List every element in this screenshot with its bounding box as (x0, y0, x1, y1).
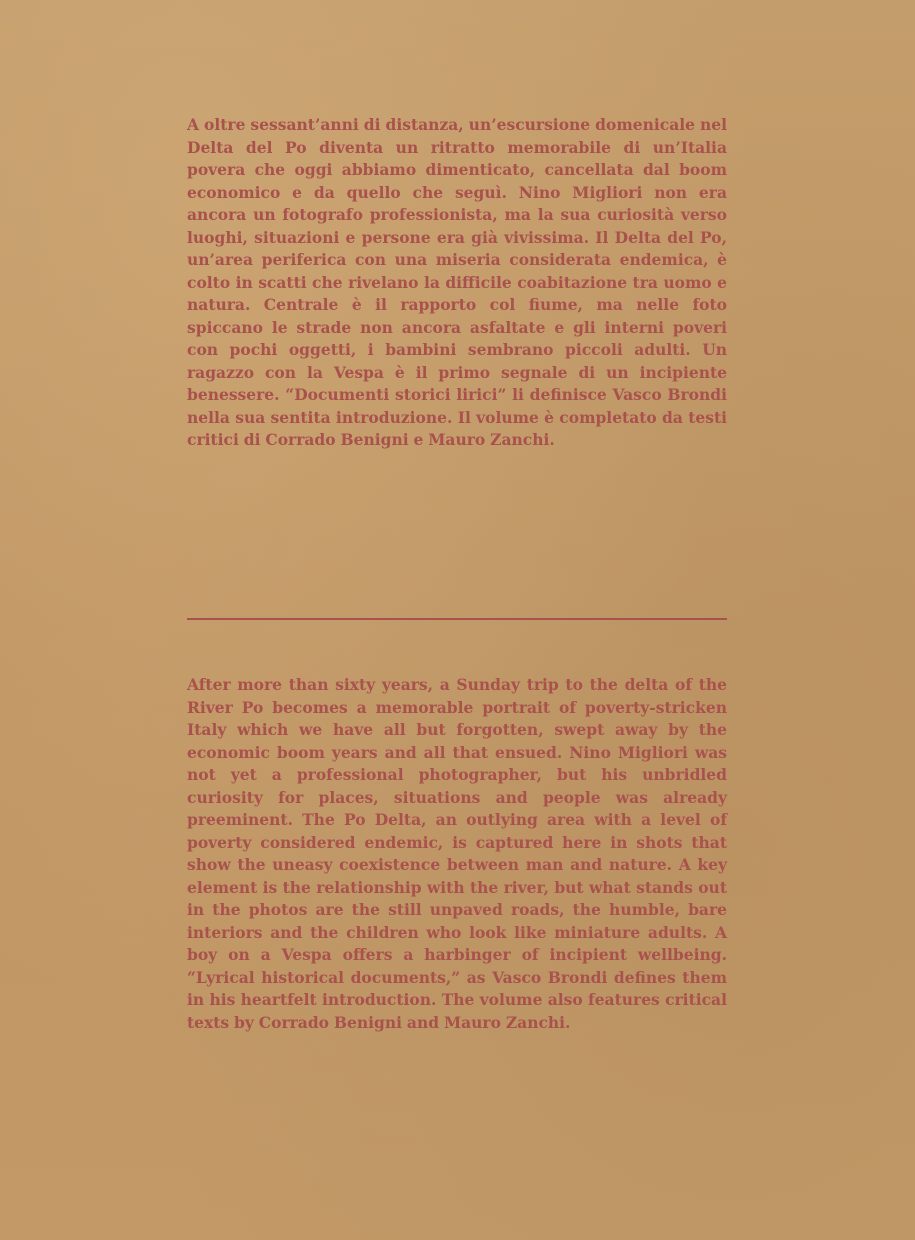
english-description: After more than sixty years, a Sunday trip to the delta of the River Po becomes a memorable portrait of poverty-stricken Italy which we have all but forgotten, swept away by the economic boom years and all that ensued. Nino Migliori was not yet a professional photographer, but his unbridled curiosity for places, situations and people was already preeminent. The Po Delta, an outlying area with a level of poverty considered endemic, is captured here in shots that show the uneasy coexistence between man and nature. A key element is the relationship with the river, but what stands out in the photos are the still unpaved roads, the humble, bare interiors and the children who look like miniature adults. A boy on a Vespa offers a harbinger of incipient wellbeing. “Lyrical historical documents,” as Vasco Brondi defines them in his heartfelt introduction. The volume also features critical texts by Corrado Benigni and Mauro Zanchi. (187, 675, 727, 1032)
section-divider (187, 618, 727, 620)
italian-description: A oltre sessant’anni di distanza, un’escursione domenicale nel Delta del Po diventa un ritratto memorabile di un’Italia povera che oggi abbiamo dimenticato, cancellata dal boom economico e da quello che seguì. Nino Migliori non era ancora un fotografo professionista, ma la sua curiosità verso luoghi, situazioni e persone era già vivissima. Il Delta del Po, un’area periferica con una miseria considerata endemica, è colto in scatti che rivelano la difficile coabitazione tra uomo e natura. Centrale è il rapporto col fiume, ma nelle foto spiccano le strade non ancora asfaltate e gli interni poveri con pochi oggetti, i bambini sembrano piccoli adulti. Un ragazzo con la Vespa è il primo segnale di un incipiente benessere. “Documenti storici lirici” li definisce Vasco Brondi nella sua sentita introduzione. Il volume è completato da testi critici di Corrado Benigni e Mauro Zanchi. (187, 115, 727, 449)
